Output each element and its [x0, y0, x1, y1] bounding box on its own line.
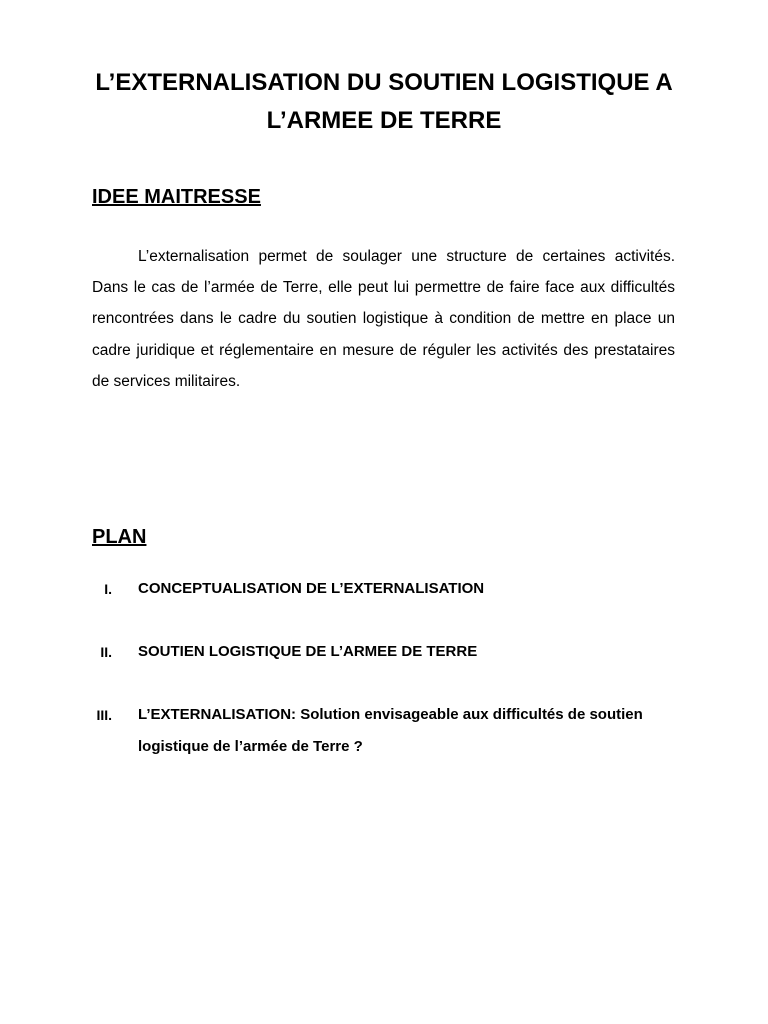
document-title-line-1: L’EXTERNALISATION DU SOUTIEN LOGISTIQUE A: [95, 69, 673, 96]
plan-item-text: SOUTIEN LOGISTIQUE DE L’ARMEE DE TERRE: [138, 643, 478, 660]
section-heading-idee-maitresse: IDEE MAITRESSE: [92, 186, 261, 208]
plan-item-text: L’EXTERNALISATION: Solution envisageable aux difficultés de soutien logistique de l’armée de Terre ?: [138, 706, 643, 755]
section-heading-plan: PLAN: [92, 526, 147, 548]
document-title-line-2: L’ARMEE DE TERRE: [266, 107, 502, 134]
plan-item-text: CONCEPTUALISATION DE L’EXTERNALISATION: [138, 580, 485, 597]
plan-item-number: III.: [96, 707, 112, 723]
document-title: [80, 64, 688, 140]
plan-item-number: II.: [100, 644, 112, 660]
plan-item-number: I.: [104, 581, 112, 597]
idee-maitresse-paragraph: L’externalisation permet de soulager une structure de certaines activités. Dans le cas de l’armée de Terre, elle peut lui permettre de faire face aux difficultés rencontrées dans le cadre du soutien logistique à condition de mettre en place un cadre juridique et réglementaire en mesure de réguler les activités des prestataires de services militaires.: [92, 248, 675, 390]
